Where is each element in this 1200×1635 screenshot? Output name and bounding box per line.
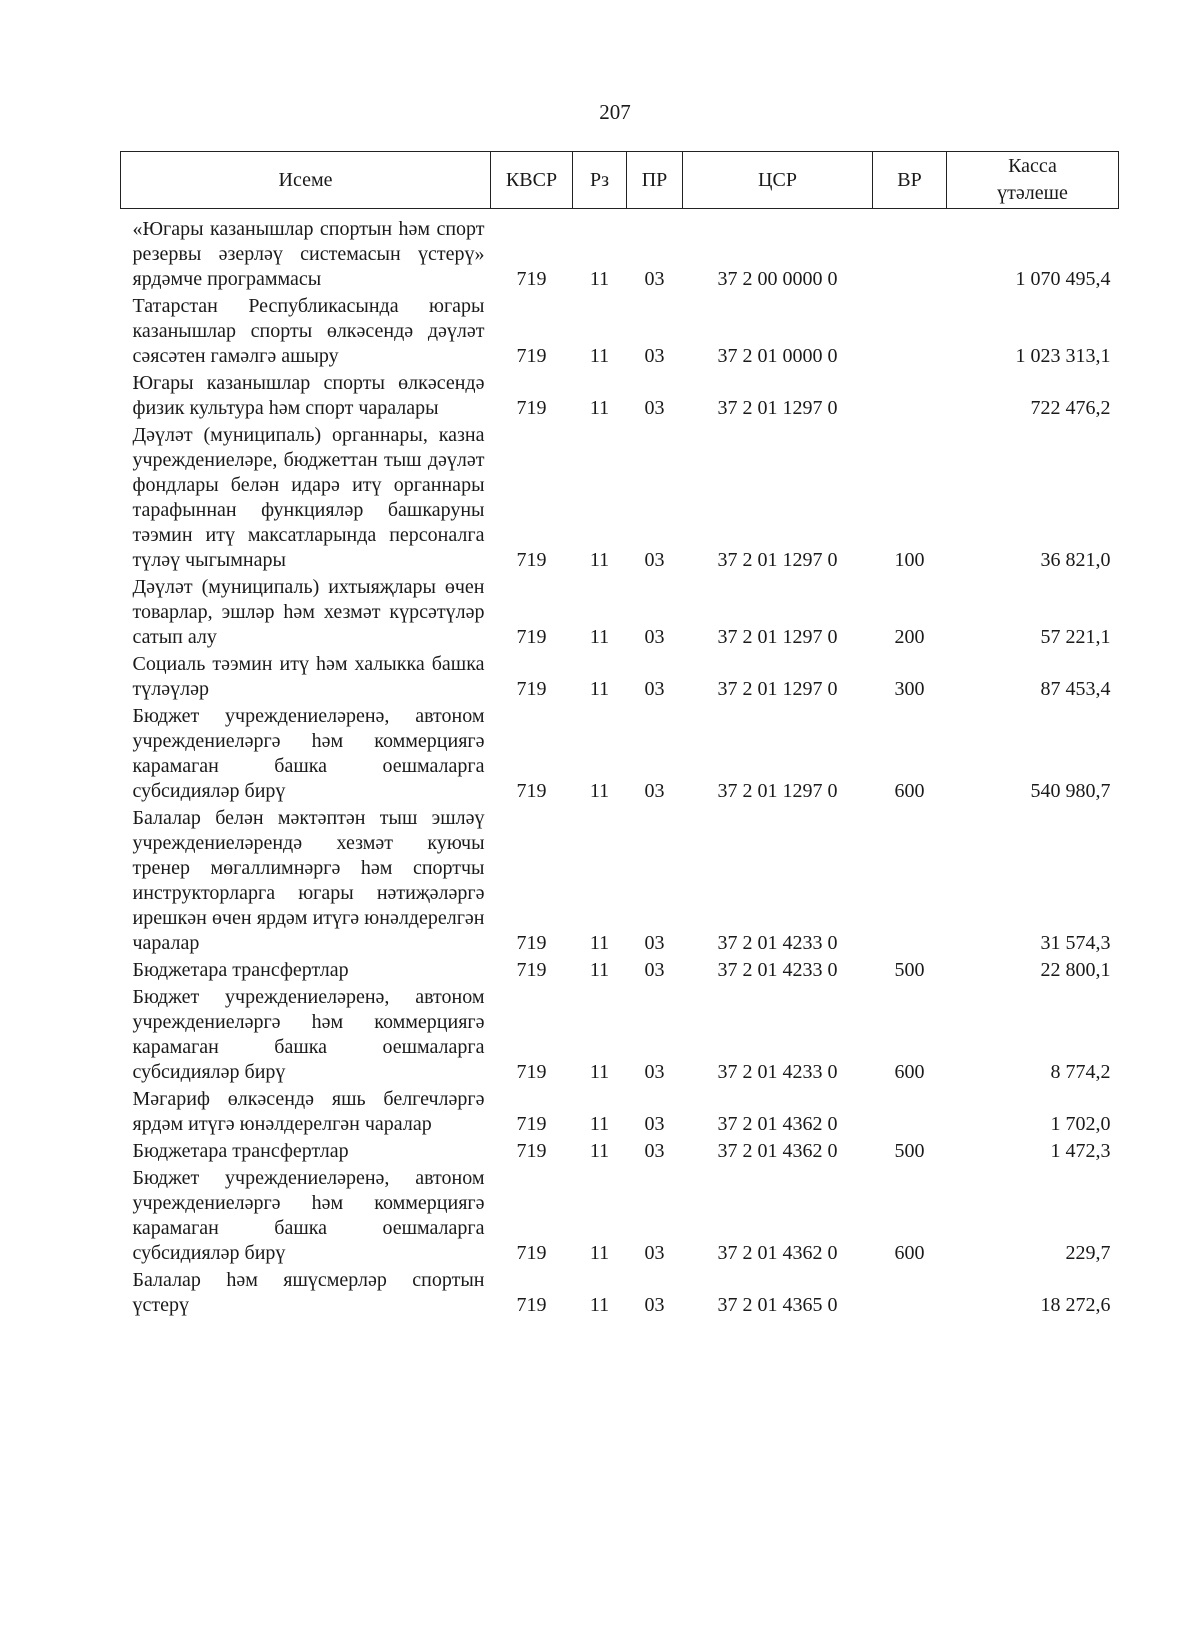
row-amount: 1 023 313,1 [1015, 345, 1111, 367]
row-vr: 500 [894, 1140, 925, 1162]
row-name: Бюджет учреждениеләренә, автоном учреждениеләргә һәм коммерциягә карамаган башка оешмаларга субсидияләр бирү [132, 986, 485, 1083]
header-kassa-line1: Касса [1008, 155, 1057, 177]
row-vr [873, 1087, 947, 1139]
row-name: Дәүләт (муниципаль) органнары, казна учреждениеләре, бюджеттан тыш дәүләт фондлары белән идарә итү органнары тарафыннан функцияләр башкаруны тәэмин итү максатларында персоналга түләү чыгымнары [132, 424, 485, 571]
header-kassa-line2: үтәлеше [997, 182, 1068, 204]
row-rz: 11 [589, 345, 610, 367]
table-row [121, 575, 1119, 652]
row-tsr: 37 2 01 1297 0 [717, 549, 838, 571]
row-tsr: 37 2 01 1297 0 [717, 626, 838, 648]
row-tsr: 37 2 01 0000 0 [717, 345, 838, 367]
row-tsr: 37 2 01 4365 0 [717, 1294, 838, 1316]
row-amount: 8 774,2 [1050, 1061, 1111, 1083]
row-tsr: 37 2 01 4233 0 [717, 1061, 838, 1083]
header-row [121, 152, 1119, 209]
table-row [121, 371, 1119, 423]
row-tsr: 37 2 01 4362 0 [717, 1113, 838, 1135]
row-rz: 11 [589, 780, 610, 802]
row-name: Югары казанышлар спорты өлкәсендә физик культура һәм спорт чаралары [132, 372, 485, 419]
row-vr: 200 [894, 626, 925, 648]
row-tsr: 37 2 00 0000 0 [717, 268, 838, 290]
row-rz: 11 [589, 1294, 610, 1316]
row-kvsr: 719 [516, 1242, 547, 1264]
row-name: Балалар һәм яшүсмерләр спортын үстерү [132, 1269, 485, 1316]
header-tsr: ЦСР [683, 152, 873, 209]
table-row [121, 958, 1119, 985]
row-name: Социаль тәэмин итү һәм халыкка башка түләүләр [132, 653, 485, 700]
row-vr: 100 [894, 549, 925, 571]
row-tsr: 37 2 01 4233 0 [717, 959, 838, 981]
row-name: Дәүләт (муниципаль) ихтыяҗлары өчен товарлар, эшләр һәм хезмәт күрсәтүләр сатып алу [132, 576, 485, 648]
header-rz: Рз [573, 152, 627, 209]
row-kvsr: 719 [516, 959, 547, 981]
row-kvsr: 719 [516, 626, 547, 648]
row-rz: 11 [589, 549, 610, 571]
row-pr: 03 [644, 345, 665, 367]
row-name: Балалар белән мәктәптән тыш эшләү учреждениеләрендә хезмәт куючы тренер мөгаллимнәргә һәм спортчы инструкторларга югары нәтиҗәләргә ирешкән өчен ярдәм итүгә юнәлдерелгән чаралар [132, 807, 485, 954]
row-rz: 11 [589, 1061, 610, 1083]
row-amount: 1 702,0 [1050, 1113, 1111, 1135]
row-rz: 11 [589, 397, 610, 419]
row-vr: 500 [894, 959, 925, 981]
row-pr: 03 [644, 932, 665, 954]
row-kvsr: 719 [516, 678, 547, 700]
row-amount: 1 070 495,4 [1015, 268, 1111, 290]
row-amount: 22 800,1 [1040, 959, 1111, 981]
row-tsr: 37 2 01 1297 0 [717, 397, 838, 419]
row-kvsr: 719 [516, 268, 547, 290]
table-body [121, 209, 1119, 1321]
row-rz: 11 [589, 1242, 610, 1264]
table-row [121, 1087, 1119, 1139]
row-pr: 03 [644, 678, 665, 700]
table-row [121, 652, 1119, 704]
row-kvsr: 719 [516, 780, 547, 802]
row-amount: 36 821,0 [1040, 549, 1111, 571]
row-vr: 600 [894, 1242, 925, 1264]
row-vr [873, 371, 947, 423]
row-vr [873, 209, 947, 295]
row-pr: 03 [644, 397, 665, 419]
row-pr: 03 [644, 268, 665, 290]
table-row [121, 1268, 1119, 1320]
row-tsr: 37 2 01 4233 0 [717, 932, 838, 954]
budget-table [120, 151, 1119, 1320]
row-pr: 03 [644, 1061, 665, 1083]
row-kvsr: 719 [516, 1113, 547, 1135]
row-amount: 722 476,2 [1030, 397, 1111, 419]
row-name: Бюджет учреждениеләренә, автоном учреждениеләргә һәм коммерциягә карамаган башка оешмаларга субсидияләр бирү [132, 705, 485, 802]
row-tsr: 37 2 01 4362 0 [717, 1242, 838, 1264]
row-amount: 87 453,4 [1040, 678, 1111, 700]
row-kvsr: 719 [516, 1140, 547, 1162]
table-row [121, 209, 1119, 295]
row-pr: 03 [644, 626, 665, 648]
row-kvsr: 719 [516, 932, 547, 954]
table-row [121, 423, 1119, 575]
row-pr: 03 [644, 1113, 665, 1135]
row-kvsr: 719 [516, 1061, 547, 1083]
row-pr: 03 [644, 1140, 665, 1162]
row-pr: 03 [644, 1242, 665, 1264]
row-amount: 31 574,3 [1040, 932, 1111, 954]
row-tsr: 37 2 01 1297 0 [717, 678, 838, 700]
row-rz: 11 [589, 268, 610, 290]
row-tsr: 37 2 01 1297 0 [717, 780, 838, 802]
page-number: 207 [599, 100, 631, 124]
row-rz: 11 [589, 959, 610, 981]
row-name: «Югары казанышлар спортын һәм спорт резервы әзерләү системасын үстерү» ярдәмче программасы [132, 218, 485, 290]
row-name: Бюджет учреждениеләренә, автоном учреждениеләргә һәм коммерциягә карамаган башка оешмаларга субсидияләр бирү [132, 1167, 485, 1264]
row-rz: 11 [589, 1113, 610, 1135]
header-kassa [947, 152, 1119, 209]
row-pr: 03 [644, 549, 665, 571]
table-row [121, 294, 1119, 371]
row-amount: 229,7 [1065, 1242, 1111, 1264]
table-row [121, 704, 1119, 806]
header-pr: ПР [627, 152, 683, 209]
row-amount: 57 221,1 [1040, 626, 1111, 648]
row-kvsr: 719 [516, 345, 547, 367]
row-name: Мәгариф өлкәсендә яшь белгечләргә ярдәм итүгә юнәлдерелгән чаралар [132, 1088, 485, 1135]
row-kvsr: 719 [516, 1294, 547, 1316]
row-rz: 11 [589, 1140, 610, 1162]
row-pr: 03 [644, 780, 665, 802]
row-vr [873, 294, 947, 371]
header-kvsr: КВСР [491, 152, 573, 209]
row-name: Бюджетара трансфертлар [132, 1140, 349, 1162]
row-name: Татарстан Республикасында югары казанышлар спорты өлкәсендә дәүләт сәясәтен гамәлгә ашыру [132, 295, 485, 367]
table-row [121, 985, 1119, 1087]
header-name: Исеме [121, 152, 491, 209]
row-amount: 1 472,3 [1050, 1140, 1111, 1162]
row-rz: 11 [589, 626, 610, 648]
row-amount: 540 980,7 [1030, 780, 1111, 802]
row-name: Бюджетара трансфертлар [132, 959, 349, 981]
row-kvsr: 719 [516, 549, 547, 571]
row-vr: 600 [894, 1061, 925, 1083]
table-header [121, 152, 1119, 209]
row-pr: 03 [644, 959, 665, 981]
row-vr [873, 1268, 947, 1320]
row-vr: 600 [894, 780, 925, 802]
row-vr [873, 806, 947, 958]
row-vr: 300 [894, 678, 925, 700]
row-rz: 11 [589, 932, 610, 954]
row-amount: 18 272,6 [1040, 1294, 1111, 1316]
table-row [121, 1166, 1119, 1268]
table-row [121, 1139, 1119, 1166]
row-tsr: 37 2 01 4362 0 [717, 1140, 838, 1162]
table-row [121, 806, 1119, 958]
row-rz: 11 [589, 678, 610, 700]
row-pr: 03 [644, 1294, 665, 1316]
row-kvsr: 719 [516, 397, 547, 419]
header-vr: ВР [873, 152, 947, 209]
